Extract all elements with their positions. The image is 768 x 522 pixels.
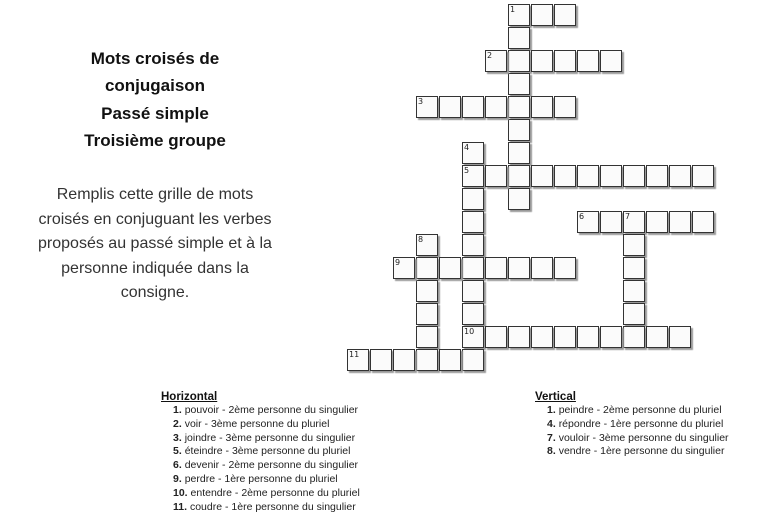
- clue-text: devenir - 2ème personne du singulier: [184, 459, 359, 472]
- clue-number: 10.: [173, 486, 188, 499]
- grid-cell[interactable]: [646, 326, 668, 348]
- grid-cell[interactable]: [531, 96, 553, 118]
- grid-cell[interactable]: [577, 211, 599, 233]
- clue-number: 1.: [173, 404, 182, 416]
- grid-cell[interactable]: [600, 165, 622, 187]
- grid-cell[interactable]: [508, 257, 530, 279]
- grid-cell[interactable]: [554, 165, 576, 187]
- grid-cell[interactable]: [485, 165, 507, 187]
- cell-number: 8: [418, 235, 424, 244]
- cell-number: 2: [487, 51, 493, 60]
- grid-cell[interactable]: [416, 257, 438, 279]
- cell-number: 10: [464, 327, 475, 336]
- horizontal-clues: [161, 391, 360, 514]
- grid-cell[interactable]: [554, 257, 576, 279]
- clue-item: [547, 418, 729, 432]
- title-line: Passé simple: [101, 103, 209, 123]
- grid-cell[interactable]: [462, 234, 484, 256]
- grid-cell[interactable]: [462, 142, 484, 164]
- grid-cell[interactable]: [416, 326, 438, 348]
- grid-cell[interactable]: [646, 211, 668, 233]
- grid-cell[interactable]: [554, 96, 576, 118]
- clue-number: 3.: [173, 431, 182, 444]
- clue-item: [547, 445, 729, 459]
- grid-cell[interactable]: [508, 73, 530, 95]
- grid-cell[interactable]: [416, 280, 438, 302]
- grid-cell[interactable]: [439, 349, 461, 371]
- clue-number: 2.: [173, 417, 182, 430]
- grid-cell[interactable]: [554, 326, 576, 348]
- grid-cell[interactable]: [393, 349, 415, 371]
- clue-text: joindre - 3ème personne du singulier: [184, 431, 356, 444]
- grid-cell[interactable]: [485, 326, 507, 348]
- clue-number: 9.: [173, 472, 182, 485]
- grid-cell[interactable]: [577, 326, 599, 348]
- clue-number: 1.: [547, 404, 556, 416]
- clue-item: [173, 445, 360, 459]
- grid-cell[interactable]: [623, 257, 645, 279]
- clue-item: [173, 473, 360, 487]
- grid-cell[interactable]: [508, 188, 530, 210]
- clue-item: [547, 432, 729, 446]
- grid-cell[interactable]: [600, 211, 622, 233]
- grid-cell[interactable]: [600, 326, 622, 348]
- grid-cell[interactable]: [439, 96, 461, 118]
- grid-cell[interactable]: [531, 326, 553, 348]
- clue-number: 6.: [173, 459, 182, 472]
- grid-cell[interactable]: [462, 211, 484, 233]
- instructions: Remplis cette grille de mots croisés en conjuguant les verbes proposés au passé simple et à la personne indiquée dans la consigne.: [38, 186, 272, 301]
- grid-cell[interactable]: [669, 326, 691, 348]
- grid-cell[interactable]: [485, 257, 507, 279]
- clue-item: [173, 432, 360, 446]
- grid-cell[interactable]: [531, 50, 553, 72]
- grid-cell[interactable]: [508, 27, 530, 49]
- grid-cell[interactable]: [508, 326, 530, 348]
- grid-cell[interactable]: [508, 96, 530, 118]
- grid-cell[interactable]: [439, 257, 461, 279]
- grid-cell[interactable]: [577, 165, 599, 187]
- cell-number: 1: [510, 5, 516, 14]
- grid-cell[interactable]: [600, 50, 622, 72]
- grid-cell[interactable]: [531, 257, 553, 279]
- grid-cell[interactable]: [531, 165, 553, 187]
- cell-number: 11: [349, 350, 360, 359]
- grid-cell[interactable]: [646, 165, 668, 187]
- vertical-heading: Vertical: [535, 391, 576, 403]
- grid-cell[interactable]: [508, 4, 530, 26]
- grid-cell[interactable]: [462, 257, 484, 279]
- grid-cell[interactable]: [485, 50, 507, 72]
- grid-cell[interactable]: [462, 326, 484, 348]
- grid-cell[interactable]: [531, 4, 553, 26]
- grid-cell[interactable]: [577, 50, 599, 72]
- grid-cell[interactable]: [462, 165, 484, 187]
- clue-item: [547, 404, 729, 418]
- title-line: conjugaison: [104, 76, 206, 96]
- grid-cell[interactable]: [462, 96, 484, 118]
- grid-cell[interactable]: [692, 165, 714, 187]
- clue-number: 11.: [173, 500, 188, 513]
- grid-cell[interactable]: [416, 303, 438, 325]
- grid-cell[interactable]: [370, 349, 392, 371]
- clue-text: répondre - 1ère personne du pluriel: [558, 417, 724, 430]
- grid-cell[interactable]: [485, 96, 507, 118]
- grid-cell[interactable]: [554, 50, 576, 72]
- grid-cell[interactable]: [508, 119, 530, 141]
- clue-text: coudre - 1ère personne du singulier: [189, 500, 356, 513]
- clue-text: entendre - 2ème personne du pluriel: [190, 486, 360, 499]
- grid-cell[interactable]: [623, 303, 645, 325]
- grid-cell[interactable]: [393, 257, 415, 279]
- clue-item: [173, 487, 360, 501]
- title-line: Mots croisés de: [90, 49, 220, 68]
- grid-cell[interactable]: [462, 303, 484, 325]
- clue-text: vouloir - 3ème personne du singulier: [558, 431, 729, 444]
- clue-text: éteindre - 3ème personne du pluriel: [184, 445, 351, 458]
- grid-cell[interactable]: [623, 211, 645, 233]
- grid-cell[interactable]: [669, 211, 691, 233]
- cell-number: 4: [464, 143, 470, 152]
- cell-number: 6: [579, 212, 585, 221]
- grid-cell[interactable]: [623, 326, 645, 348]
- grid-cell[interactable]: [554, 4, 576, 26]
- vertical-clues: [535, 391, 729, 459]
- title-line: Troisième groupe: [84, 130, 226, 150]
- grid-cell[interactable]: [416, 349, 438, 371]
- clue-text: voir - 3ème personne du pluriel: [184, 417, 330, 430]
- grid-cell[interactable]: [416, 234, 438, 256]
- grid-cell[interactable]: [669, 165, 691, 187]
- grid-cell[interactable]: [692, 211, 714, 233]
- cell-number: 9: [395, 258, 401, 267]
- grid-cell[interactable]: [416, 96, 438, 118]
- clue-number: 7.: [547, 431, 556, 444]
- grid-cell[interactable]: [462, 188, 484, 210]
- cell-number: 5: [464, 166, 470, 175]
- horizontal-heading: Horizontal: [161, 391, 218, 403]
- grid-cell[interactable]: [462, 349, 484, 371]
- clue-item: [173, 459, 360, 473]
- clue-item: [173, 501, 360, 515]
- cell-number: 3: [418, 97, 424, 106]
- grid-cell[interactable]: [623, 165, 645, 187]
- clue-text: peindre - 2ème personne du pluriel: [558, 404, 722, 416]
- clue-number: 4.: [547, 417, 556, 430]
- grid-cell[interactable]: [508, 165, 530, 187]
- clue-text: vendre - 1ère personne du singulier: [558, 445, 725, 458]
- clue-item: [173, 418, 360, 432]
- clue-text: pouvoir - 2ème personne du singulier: [184, 404, 359, 416]
- clue-number: 5.: [173, 445, 182, 458]
- grid-cell[interactable]: [623, 234, 645, 256]
- cell-number: 7: [625, 212, 631, 221]
- grid-cell[interactable]: [508, 50, 530, 72]
- grid-cell[interactable]: [508, 142, 530, 164]
- grid-cell[interactable]: [623, 280, 645, 302]
- grid-cell[interactable]: [347, 349, 369, 371]
- clue-number: 8.: [547, 445, 556, 458]
- clue-item: [173, 404, 360, 418]
- clue-text: perdre - 1ère personne du pluriel: [184, 472, 338, 485]
- grid-cell[interactable]: [462, 280, 484, 302]
